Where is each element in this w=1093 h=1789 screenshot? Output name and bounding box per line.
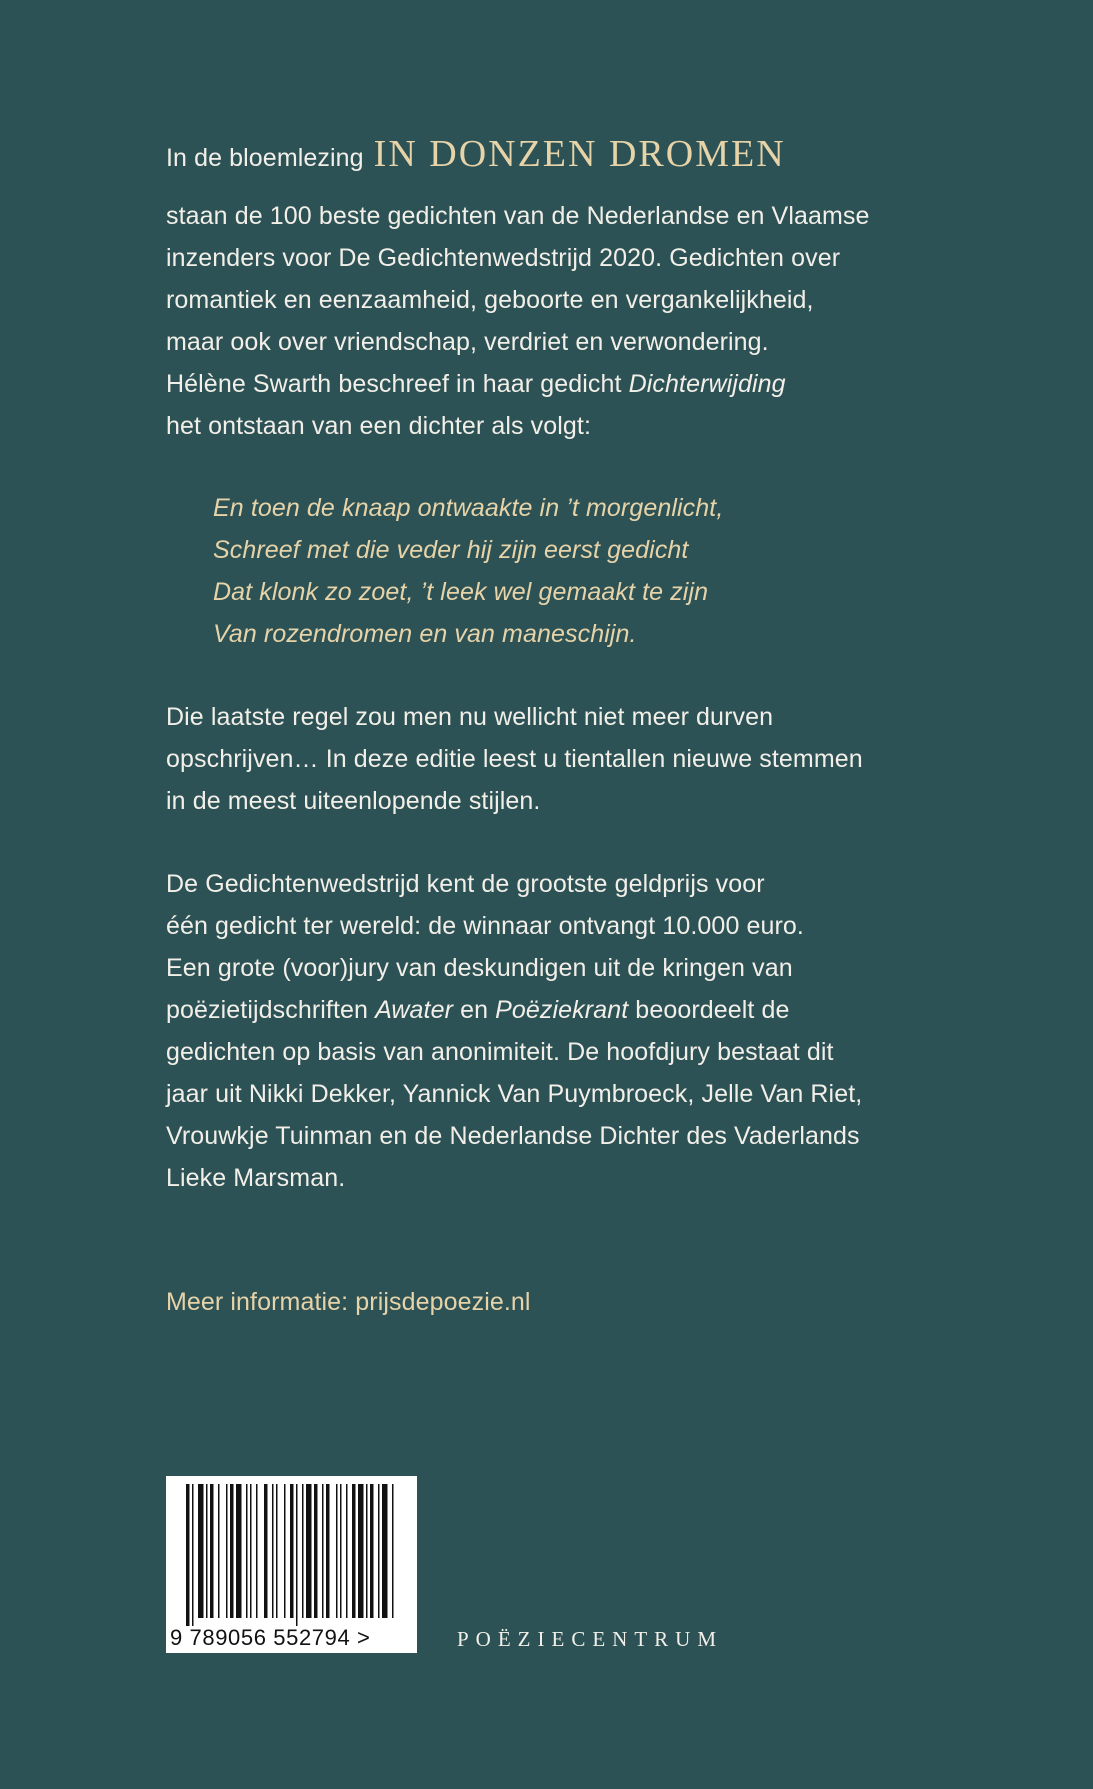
- para3-line-2: één gedicht ter wereld: de winnaar ontvangt 10.000 euro.: [166, 912, 804, 940]
- isbn-number: 9 789056 552794 >: [170, 1625, 371, 1650]
- para3-line-8: Lieke Marsman.: [166, 1164, 346, 1192]
- intro-line-6: het ontstaan van een dichter als volgt:: [166, 412, 592, 440]
- barcode-bar: [326, 1484, 330, 1618]
- intro-line-5: [166, 363, 926, 405]
- poem-line-3: Dat klonk zo zoet, ’t leek wel gemaakt te zijn: [213, 578, 709, 606]
- barcode-bar: [392, 1484, 394, 1618]
- barcode-bar: [272, 1484, 274, 1618]
- barcode-bar: [186, 1484, 190, 1626]
- para3-line-5: gedichten op basis van anonimiteit. De hoofdjury bestaat dit: [166, 1038, 834, 1066]
- intro-lead: In de bloemlezing: [166, 144, 364, 172]
- intro-line-5-text: Hélène Swarth beschreef in haar gedicht: [166, 370, 629, 398]
- para3-line-7: Vrouwkje Tuinman en de Nederlandse Dichter des Vaderlands: [166, 1122, 860, 1150]
- para2-line-3: in de meest uiteenlopende stijlen.: [166, 787, 541, 815]
- barcode-bar: [226, 1484, 228, 1618]
- second-paragraph: [166, 696, 926, 822]
- poem-line-1: En toen de knaap ontwaakte in ’t morgenlicht,: [213, 494, 724, 522]
- para3-line-4-e: beoordeelt de: [628, 996, 790, 1024]
- blurb-text: [166, 133, 926, 1323]
- barcode-bar: [382, 1484, 388, 1618]
- barcode-bar: [314, 1484, 318, 1618]
- third-paragraph: [166, 863, 926, 1199]
- barcode-bar: [284, 1484, 286, 1618]
- barcode-bar: [206, 1484, 208, 1618]
- barcode-bar: [358, 1484, 364, 1618]
- isbn-barcode: [166, 1476, 417, 1653]
- barcode-bar: [370, 1484, 374, 1618]
- barcode-bar: [192, 1484, 194, 1626]
- para3-line-4-a: poëzietijdschriften: [166, 996, 376, 1024]
- para3-line-4-c: en: [453, 996, 496, 1024]
- para3-line-3: Een grote (voor)jury van deskundigen uit de kringen van: [166, 954, 793, 982]
- intro-line-2: inzenders voor De Gedichtenwedstrijd 2020. Gedichten over: [166, 244, 841, 272]
- barcode-bar: [322, 1484, 324, 1618]
- intro-line-4: maar ook over vriendschap, verdriet en verwondering.: [166, 328, 769, 356]
- barcode-bar: [246, 1484, 248, 1618]
- book-title: IN DONZEN DROMEN: [373, 133, 786, 175]
- barcode-bar: [210, 1484, 214, 1618]
- intro-line-1: staan de 100 beste gedichten van de Nederlandse en Vlaamse: [166, 202, 870, 230]
- barcode-bar: [366, 1484, 368, 1618]
- barcode-bar: [346, 1484, 348, 1618]
- barcode-bar: [250, 1484, 252, 1618]
- barcode-bar: [306, 1484, 312, 1618]
- poem-quote: [213, 487, 926, 655]
- intro-line-3: romantiek en eenzaamheid, geboorte en vergankelijkheid,: [166, 286, 814, 314]
- barcode-bar: [198, 1484, 204, 1618]
- para2-line-2: opschrijven… In deze editie leest u tientallen nieuwe stemmen: [166, 745, 863, 773]
- barcode-bar: [352, 1484, 356, 1618]
- para3-line-1: De Gedichtenwedstrijd kent de grootste geldprijs voor: [166, 870, 765, 898]
- barcode-bar: [236, 1484, 242, 1618]
- barcode-bar: [302, 1484, 304, 1618]
- barcode-bar: [340, 1484, 342, 1618]
- barcode-bar: [336, 1484, 338, 1618]
- intro-paragraph: [166, 195, 926, 447]
- publisher-logo: POËZIECENTRUM: [457, 1627, 723, 1651]
- para3-line-6: jaar uit Nikki Dekker, Yannick Van Puymbroeck, Jelle Van Riet,: [166, 1080, 863, 1108]
- para2-line-1: Die laatste regel zou men nu wellicht niet meer durven: [166, 703, 774, 731]
- magazine-awater: Awater: [375, 996, 454, 1024]
- poem-line-4: Van rozendromen en van maneschijn.: [213, 620, 637, 648]
- intro-first-line: [166, 133, 926, 195]
- barcode-bar: [378, 1484, 380, 1618]
- more-info-link[interactable]: Meer informatie: prijsdepoezie.nl: [166, 1288, 531, 1316]
- barcode-bar: [230, 1484, 234, 1618]
- barcode-bar: [264, 1484, 268, 1618]
- para3-line-4: [166, 989, 926, 1031]
- barcode-bar: [296, 1484, 298, 1626]
- poem-title-dichterwijding: Dichterwijding: [628, 370, 786, 398]
- barcode-bar: [276, 1484, 278, 1618]
- poem-line-2: Schreef met die veder hij zijn eerst gedicht: [213, 536, 689, 564]
- barcode-bar: [256, 1484, 258, 1618]
- magazine-poeziekrant: Poëziekrant: [495, 996, 629, 1024]
- barcode-bar: [290, 1484, 294, 1618]
- barcode-bar: [218, 1484, 220, 1618]
